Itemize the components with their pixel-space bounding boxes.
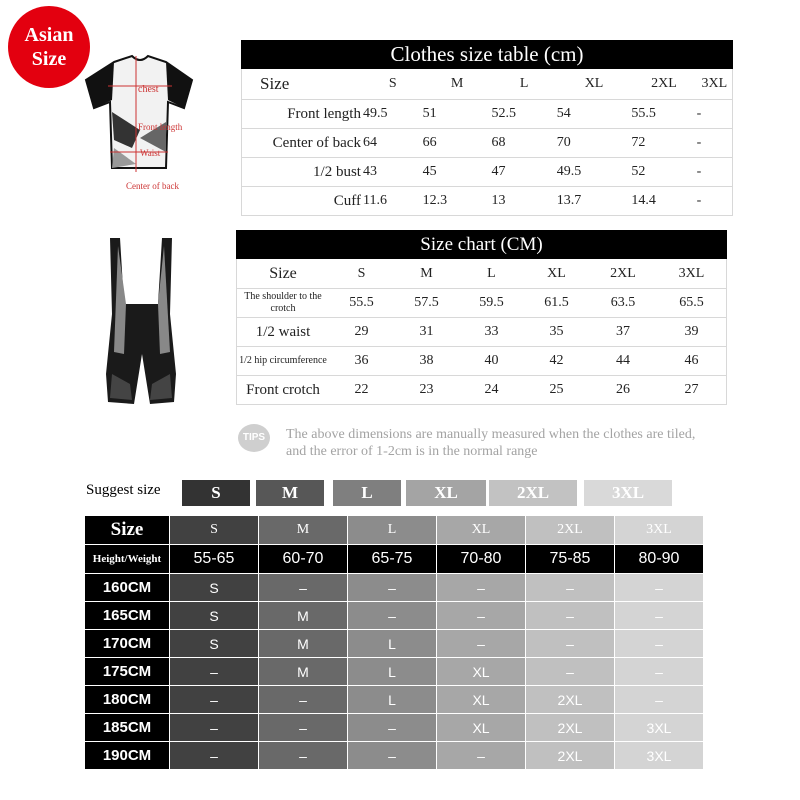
chart-row-label: The shoulder to the crotch: [237, 289, 330, 318]
fit-cell: –: [437, 602, 526, 630]
clothes-size-table: [241, 40, 733, 216]
jersey-illustration: [80, 52, 200, 194]
clothes-row: [242, 187, 733, 216]
clothes-row: [242, 100, 733, 129]
suggest-size-box: S: [182, 480, 250, 506]
fit-cell: –: [437, 574, 526, 602]
clothes-cell: 51: [423, 100, 492, 129]
fit-cell: –: [170, 686, 259, 714]
clothes-row-label: Cuff: [242, 187, 363, 216]
fit-row: [85, 742, 704, 770]
clothes-cell: 12.3: [423, 187, 492, 216]
clothes-row-label: Center of back: [242, 129, 363, 158]
clothes-header-row: [242, 69, 733, 100]
fit-hw-cell: 75-85: [526, 545, 615, 574]
fit-row: [85, 630, 704, 658]
asian-size-badge: [8, 6, 90, 88]
clothes-cell: -: [697, 100, 733, 129]
fit-cell: –: [615, 630, 704, 658]
chart-cell: 23: [394, 376, 459, 405]
fit-cell: –: [348, 714, 437, 742]
fit-cell: XL: [437, 714, 526, 742]
chart-cell: 29: [329, 318, 394, 347]
chart-cell: 57.5: [394, 289, 459, 318]
chart-cell: 33: [459, 318, 524, 347]
clothes-cell: 47: [492, 158, 557, 187]
clothes-cell: -: [697, 129, 733, 158]
fit-size-cell: 2XL: [526, 516, 615, 545]
clothes-cell: 43: [363, 158, 423, 187]
clothes-cell: 64: [363, 129, 423, 158]
clothes-cell: 68: [492, 129, 557, 158]
fit-row-height: 165CM: [85, 602, 170, 630]
chart-row: [237, 318, 727, 347]
fit-cell: –: [437, 630, 526, 658]
chart-cell: 36: [329, 347, 394, 376]
fit-size-cell: S: [170, 516, 259, 545]
fit-cell: S: [170, 602, 259, 630]
jersey-label-front-length: Front length: [138, 122, 183, 132]
fit-size-cell: XL: [437, 516, 526, 545]
fit-cell: –: [348, 742, 437, 770]
fit-row: [85, 658, 704, 686]
chart-cell: 22: [329, 376, 394, 405]
fit-cell: –: [259, 714, 348, 742]
fit-cell: –: [615, 658, 704, 686]
chart-cell: 37: [589, 318, 657, 347]
chart-header-cell: L: [459, 259, 524, 289]
fit-cell: –: [348, 574, 437, 602]
chart-row: [237, 376, 727, 405]
fit-cell: –: [259, 686, 348, 714]
fit-cell: L: [348, 686, 437, 714]
fit-cell: –: [615, 686, 704, 714]
chart-header-cell: XL: [524, 259, 589, 289]
chart-cell: 55.5: [329, 289, 394, 318]
suggest-size-box: L: [333, 480, 401, 506]
chart-header-cell: M: [394, 259, 459, 289]
fit-cell: –: [348, 602, 437, 630]
fit-cell: –: [615, 574, 704, 602]
jersey-label-chest: chest: [138, 84, 159, 95]
fit-cell: –: [615, 602, 704, 630]
clothes-cell: 11.6: [363, 187, 423, 216]
clothes-header-cell: S: [363, 69, 423, 100]
clothes-row-label: 1/2 bust: [242, 158, 363, 187]
fit-cell: –: [526, 574, 615, 602]
clothes-table-title: Clothes size table (cm): [241, 40, 733, 69]
chart-header-row: [237, 259, 727, 289]
clothes-cell: 13: [492, 187, 557, 216]
tips-icon: TIPS: [238, 424, 270, 452]
size-chart-title: Size chart (CM): [236, 230, 727, 259]
chart-cell: 65.5: [657, 289, 726, 318]
chart-header-cell: S: [329, 259, 394, 289]
clothes-cell: 13.7: [557, 187, 632, 216]
fit-size-cell: L: [348, 516, 437, 545]
chart-cell: 25: [524, 376, 589, 405]
badge-line1: Asian: [24, 24, 74, 46]
clothes-row: [242, 158, 733, 187]
clothes-cell: 52: [631, 158, 696, 187]
chart-cell: 39: [657, 318, 726, 347]
fit-hw-cell: 60-70: [259, 545, 348, 574]
suggest-size-box: XL: [406, 480, 486, 506]
chart-row-label: 1/2 hip circumference: [237, 347, 330, 376]
fit-cell: –: [437, 742, 526, 770]
fit-hw-row: [85, 545, 704, 574]
clothes-cell: 14.4: [631, 187, 696, 216]
clothes-header-cell: 2XL: [631, 69, 696, 100]
chart-row: [237, 289, 727, 318]
fit-row-height: 185CM: [85, 714, 170, 742]
fit-cell: –: [259, 574, 348, 602]
fit-row: [85, 686, 704, 714]
fit-cell: 2XL: [526, 742, 615, 770]
clothes-cell: 45: [423, 158, 492, 187]
badge-line2: Size: [31, 48, 67, 70]
fit-cell: –: [526, 658, 615, 686]
fit-cell: S: [170, 574, 259, 602]
fit-cell: M: [259, 630, 348, 658]
fit-cell: 2XL: [526, 686, 615, 714]
chart-cell: 27: [657, 376, 726, 405]
fit-row-height: 160CM: [85, 574, 170, 602]
chart-row: [237, 347, 727, 376]
chart-cell: 38: [394, 347, 459, 376]
clothes-row-label: Front length: [242, 100, 363, 129]
fit-row: [85, 714, 704, 742]
fit-hw-cell: 55-65: [170, 545, 259, 574]
chart-cell: 24: [459, 376, 524, 405]
clothes-header-cell: XL: [557, 69, 632, 100]
fit-row-height: 175CM: [85, 658, 170, 686]
fit-cell: M: [259, 602, 348, 630]
chart-header-cell: 2XL: [589, 259, 657, 289]
fit-cell: –: [170, 742, 259, 770]
fit-header-label: Size: [85, 516, 170, 545]
chart-cell: 31: [394, 318, 459, 347]
fit-size-row: [85, 516, 704, 545]
clothes-cell: 70: [557, 129, 632, 158]
chart-header-cell: 3XL: [657, 259, 726, 289]
chart-row-label: 1/2 waist: [237, 318, 330, 347]
chart-cell: 26: [589, 376, 657, 405]
fit-cell: S: [170, 630, 259, 658]
fit-cell: 3XL: [615, 742, 704, 770]
fit-cell: M: [259, 658, 348, 686]
clothes-cell: 55.5: [631, 100, 696, 129]
height-fit-grid: [85, 516, 704, 770]
clothes-cell: 52.5: [492, 100, 557, 129]
size-chart-table: [236, 230, 727, 405]
chart-cell: 40: [459, 347, 524, 376]
fit-row-height: 190CM: [85, 742, 170, 770]
fit-row-height: 170CM: [85, 630, 170, 658]
fit-hw-cell: 80-90: [615, 545, 704, 574]
jersey-label-waist: Waist: [140, 148, 161, 158]
chart-cell: 42: [524, 347, 589, 376]
chart-cell: 44: [589, 347, 657, 376]
clothes-cell: 54: [557, 100, 632, 129]
clothes-row: [242, 129, 733, 158]
clothes-header-cell: 3XL: [697, 69, 733, 100]
fit-cell: 3XL: [615, 714, 704, 742]
clothes-cell: -: [697, 187, 733, 216]
tips-line2: and the error of 1-2cm is in the normal range: [286, 444, 538, 459]
clothes-header-cell: M: [423, 69, 492, 100]
fit-hw-cell: 70-80: [437, 545, 526, 574]
fit-cell: –: [259, 742, 348, 770]
fit-row: [85, 574, 704, 602]
fit-cell: 2XL: [526, 714, 615, 742]
fit-cell: –: [170, 714, 259, 742]
fit-hw-label: Height/Weight: [85, 545, 170, 574]
suggest-size-box: 2XL: [489, 480, 577, 506]
fit-cell: –: [526, 602, 615, 630]
fit-cell: –: [170, 658, 259, 686]
fit-cell: L: [348, 630, 437, 658]
chart-cell: 63.5: [589, 289, 657, 318]
chart-cell: 46: [657, 347, 726, 376]
suggest-size-label: Suggest size: [86, 482, 161, 498]
clothes-cell: 49.5: [363, 100, 423, 129]
fit-cell: XL: [437, 658, 526, 686]
fit-size-cell: 3XL: [615, 516, 704, 545]
fit-hw-cell: 65-75: [348, 545, 437, 574]
clothes-cell: 66: [423, 129, 492, 158]
fit-cell: L: [348, 658, 437, 686]
fit-cell: –: [526, 630, 615, 658]
chart-row-label: Front crotch: [237, 376, 330, 405]
fit-size-cell: M: [259, 516, 348, 545]
clothes-cell: -: [697, 158, 733, 187]
fit-row-height: 180CM: [85, 686, 170, 714]
fit-row: [85, 602, 704, 630]
bib-shorts-illustration: [100, 234, 182, 410]
clothes-cell: 49.5: [557, 158, 632, 187]
tips-line1: The above dimensions are manually measured when the clothes are tiled,: [286, 427, 696, 442]
fit-cell: XL: [437, 686, 526, 714]
clothes-header-cell: Size: [242, 69, 363, 100]
jersey-label-center-of-back: Center of back: [126, 181, 179, 191]
suggest-size-box: M: [256, 480, 324, 506]
chart-cell: 61.5: [524, 289, 589, 318]
chart-cell: 59.5: [459, 289, 524, 318]
chart-cell: 35: [524, 318, 589, 347]
suggest-size-box: 3XL: [584, 480, 672, 506]
clothes-header-cell: L: [492, 69, 557, 100]
tips-note: [286, 426, 746, 460]
clothes-cell: 72: [631, 129, 696, 158]
chart-header-cell: Size: [237, 259, 330, 289]
